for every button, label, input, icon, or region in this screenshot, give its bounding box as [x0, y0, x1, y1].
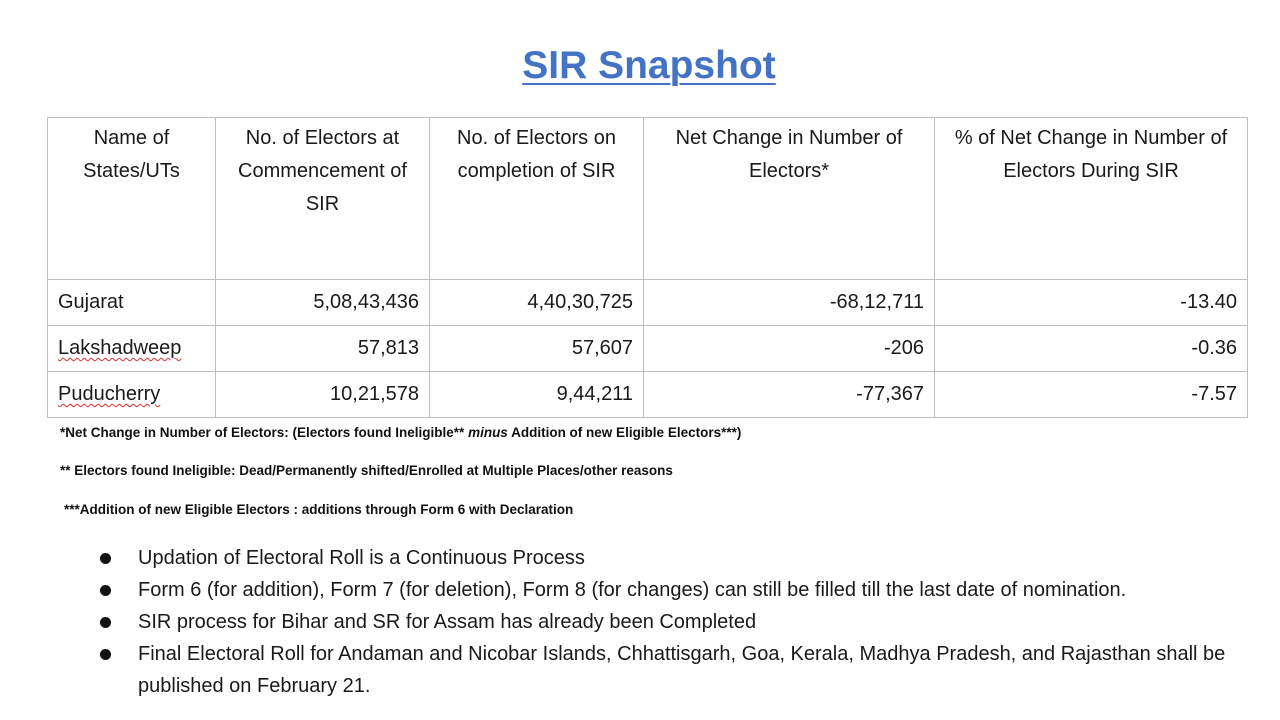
table-row — [48, 326, 1248, 372]
net-change: -68,12,711 — [644, 280, 935, 326]
header-percent-change: % of Net Change in Number of Electors During SIR — [935, 118, 1248, 280]
list-item: Updation of Electoral Roll is a Continuous Process — [96, 542, 1256, 574]
state-name: Puducherry — [58, 383, 161, 405]
header-state: Name of States/UTs — [48, 118, 216, 280]
list-item: SIR process for Bihar and SR for Assam has already been Completed — [96, 606, 1256, 638]
percent-change: -0.36 — [935, 326, 1248, 372]
percent-change: -7.57 — [935, 372, 1248, 418]
bullet-list — [96, 542, 1256, 702]
sir-snapshot-table — [47, 117, 1248, 418]
list-item: Form 6 (for addition), Form 7 (for deletion), Form 8 (for changes) can still be filled till the last date of nomination. — [96, 574, 1256, 606]
electors-commencement: 5,08,43,436 — [216, 280, 430, 326]
electors-commencement: 10,21,578 — [216, 372, 430, 418]
table-row — [48, 280, 1248, 326]
electors-commencement: 57,813 — [216, 326, 430, 372]
footnote-addition: ***Addition of new Eligible Electors : additions through Form 6 with Declaration — [64, 502, 574, 517]
header-net-change: Net Change in Number of Electors* — [644, 118, 935, 280]
table-header-row — [48, 118, 1248, 280]
footnote-ineligible: ** Electors found Ineligible: Dead/Permanently shifted/Enrolled at Multiple Places/other reasons — [60, 463, 673, 478]
electors-completion: 9,44,211 — [430, 372, 644, 418]
header-electors-commencement: No. of Electors at Commencement of SIR — [216, 118, 430, 280]
state-name: Lakshadweep — [58, 337, 182, 359]
electors-completion: 57,607 — [430, 326, 644, 372]
percent-change: -13.40 — [935, 280, 1248, 326]
header-electors-completion: No. of Electors on completion of SIR — [430, 118, 644, 280]
table-row — [48, 372, 1248, 418]
list-item: Final Electoral Roll for Andaman and Nicobar Islands, Chhattisgarh, Goa, Kerala, Madhya Pradesh, and Rajasthan shall be published on February 21. — [96, 638, 1256, 702]
net-change: -206 — [644, 326, 935, 372]
state-name: Gujarat — [48, 280, 216, 326]
page-title: SIR Snapshot — [522, 44, 776, 87]
footnote-net-change: *Net Change in Number of Electors: (Electors found Ineligible** minus Addition of new Eligible Electors***) — [60, 425, 742, 440]
electors-completion: 4,40,30,725 — [430, 280, 644, 326]
net-change: -77,367 — [644, 372, 935, 418]
